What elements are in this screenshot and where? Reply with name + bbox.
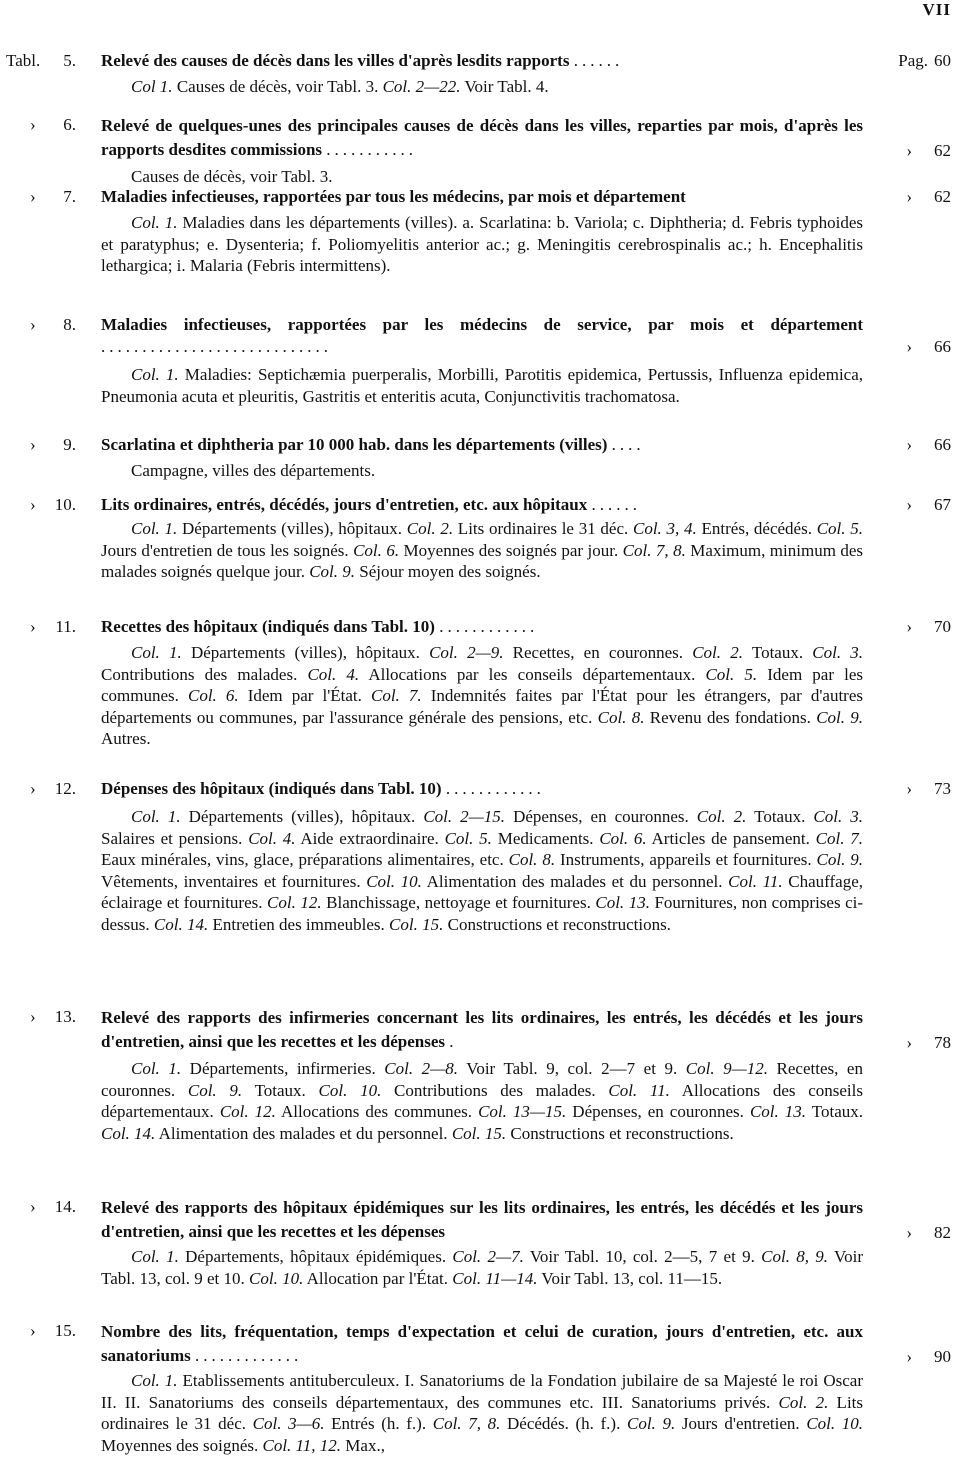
page-reference [906,140,951,162]
entry-title-text: Maladies infectieuses, rapportées par tous les médecins, par mois et département [101,187,686,206]
entry-title-text: Relevé des rapports des hôpitaux épidémiques sur les lits ordinaires, les entrés, les décédés et les jours d'entretien, ainsi que les recettes et les dépenses [101,1198,863,1241]
page-number: 60 [934,51,951,70]
ditto-mark: › [906,1033,912,1052]
page-number: 66 [934,337,951,356]
entry-title [101,50,863,72]
table-number: 14. [54,1197,76,1216]
leader-dots: ...... [573,51,624,70]
entry-title-text: Dépenses des hôpitaux (indiqués dans Tabl. 10) [101,779,442,798]
entry-description: Causes de décès, voir Tabl. 3. [131,167,333,186]
page-number: 67 [934,495,951,514]
table-number: 7. [63,187,76,206]
entry-title [101,186,863,208]
page-reference [906,494,951,516]
ditto-mark: › [30,435,36,454]
ditto-mark: › [906,495,912,514]
page-label: Pag. [898,51,928,70]
table-number: 8. [63,315,76,334]
ditto-mark: › [906,1223,912,1242]
ditto-mark: › [906,337,912,356]
table-number: 6. [63,115,76,134]
table-number: 10. [54,495,76,514]
page-number: 66 [934,435,951,454]
entry-description: Campagne, villes des départements. [131,461,376,480]
ditto-mark: › [906,141,912,160]
entry-description: Col. 1. Maladies: Septichæmia puerperalis, Morbilli, Parotitis epidemica, Pertussis, Influenza epidemica, Pneumonia acuta et pleuritis, Gastritis et enteritis acuta, Conjunctivitis trachomatosa. [101,365,864,406]
page-number: 62 [934,187,951,206]
ditto-mark: › [906,435,912,454]
page-number: 73 [934,779,951,798]
entry-title [101,616,863,638]
table-number: 9. [63,435,76,454]
entry-title [101,1320,863,1368]
entry-description: Col. 1. Maladies dans les départements (villes). a. Scarlatina: b. Variola; c. Diphtheria; d. Febris typhoides et paratyphus; e. Dysenteria; f. Poliomyelitis anterior ac.; g. Meningitis cerebrospinalis ac.; h. Encephalitis lethargica; i. Malaria (Febris intermittens). [101,213,863,276]
ditto-mark: › [30,495,36,514]
entry-title [101,114,863,162]
leader-dots: .... [611,435,645,454]
ditto-mark: › [30,315,36,334]
entry-title [101,1006,863,1054]
ditto-mark: › [30,617,36,636]
page-number: 78 [934,1033,951,1052]
leader-dots: ............ [439,617,539,636]
entry-description: Col. 1. Départements, hôpitaux épidémiques. Col. 2—7. Voir Tabl. 10, col. 2—5, 7 et 9. Col. 8, 9. Voir Tabl. 13, col. 9 et 10. Col. 10. Allocation par l'État. Col. 11—14. Voir Tabl. 13, col. 11—15. [101,1247,864,1288]
tabl-label: Tabl. [6,51,41,70]
page-reference [906,186,951,208]
table-number: 15. [54,1321,76,1340]
page-reference [906,778,951,800]
leader-dots: ............. [194,1346,303,1365]
entry-title-text: Recettes des hôpitaux (indiqués dans Tabl. 10) [101,617,435,636]
table-number: 11. [55,617,76,636]
entry-title-text: Relevé des rapports des infirmeries concernant les lits ordinaires, les entrés, les décédés et les jours d'entretien, ainsi que les recettes et les dépenses [101,1008,863,1051]
ditto-mark: › [30,1007,36,1026]
entry-title [101,434,863,456]
page-number: 90 [934,1347,951,1366]
table-number: 13. [54,1007,76,1026]
ditto-mark: › [30,1321,36,1340]
entry-title-text: Lits ordinaires, entrés, décédés, jours d'entretien, etc. aux hôpitaux [101,495,588,514]
leader-dots: ............................ [101,337,332,356]
page-reference [906,1032,951,1054]
entry-title [101,1196,863,1244]
leader-dots: ...... [591,495,641,514]
ditto-mark: › [906,187,912,206]
page-reference [906,336,951,358]
page-number: 70 [934,617,951,636]
ditto-mark: › [30,187,36,206]
entry-description: Col. 1. Départements (villes), hôpitaux. Col. 2—15. Dépenses, en couronnes. Col. 2. Totaux. Col. 3. Salaires et pensions. Col. 4. Aide extraordinaire. Col. 5. Medicaments. Col. 6. Articles de pansement. Col. 7. Eaux minérales, vins, glace, préparations alimentaires, etc. Col. 8. Instruments, appareils et fournitures. Col. 9. Vêtements, inventaires et fournitures. Col. 10. Alimentation des malades et du personnel. Col. 11. Chauffage, éclairage et fournitures. Col. 12. Blanchissage, nettoyage et fournitures. Col. 13. Fournitures, non comprises ci-dessus. Col. 14. Entretien des immeubles. Col. 15. Constructions et reconstructions. [101,807,864,934]
leader-dots: ........... [326,140,418,159]
entry-description: Col 1. Causes de décès, voir Tabl. 3. Col. 2—22. Voir Tabl. 4. [131,77,549,96]
ditto-mark: › [906,1347,912,1366]
entry-title-text: Relevé de quelques-unes des principales causes de décès dans les villes, reparties par mois, d'après les rapports desdites commissions [101,116,863,159]
page-reference [906,1222,951,1244]
page-reference [898,50,951,72]
leader-dots: . [449,1032,458,1051]
entry-description: Col. 1. Départements, infirmeries. Col. 2—8. Voir Tabl. 9, col. 2—7 et 9. Col. 9—12. Recettes, en couronnes. Col. 9. Totaux. Col. 10. Contributions des malades. Col. 11. Allocations des conseils départementaux. Col. 12. Allocations des communes. Col. 13—15. Dépenses, en couronnes. Col. 13. Totaux. Col. 14. Alimentation des malades et du personnel. Col. 15. Constructions et reconstructions. [101,1059,864,1143]
ditto-mark: › [906,779,912,798]
entry-description: Col. 1. Etablissements antituberculeux. I. Sanatoriums de la Fondation jubilaire de sa Majesté le roi Oscar II. II. Sanatoriums des conseils départementaux, des communes etc. III. Sanatoriums privés. Col. 2. Lits ordinaires le 31 déc. Col. 3—6. Entrés (h. f.). Col. 7, 8. Décédés. (h. f.). Col. 9. Jours d'entretien. Col. 10. Moyennes des soignés. Col. 11, 12. Max., [101,1371,864,1455]
entry-title [101,314,863,358]
page-number: 62 [934,141,951,160]
table-number: 12. [54,779,76,798]
entry-title-text: Nombre des lits, fréquentation, temps d'expectation et celui de curation, jours d'entretien, etc. aux sanatoriums [101,1322,863,1365]
entry-title [101,494,863,516]
entry-title-text: Scarlatina et diphtheria par 10 000 hab. dans les départements (villes) [101,435,608,454]
entry-description: Col. 1. Départements (villes), hôpitaux. Col. 2—9. Recettes, en couronnes. Col. 2. Totaux. Col. 3. Contributions des malades. Col. 4. Allocations par les conseils départementaux. Col. 5. Idem par les communes. Col. 6. Idem par l'État. Col. 7. Indemnités faites par l'État pour les étrangers, par d'autres départements ou communes, par l'assurance générale des pensions, etc. Col. 8. Revenu des fondations. Col. 9. Autres. [101,643,864,749]
page-reference [906,1346,951,1368]
ditto-mark: › [906,617,912,636]
table-number: 5. [63,51,76,70]
page-reference [906,616,951,638]
entry-description: Col. 1. Départements (villes), hôpitaux. Col. 2. Lits ordinaires le 31 déc. Col. 3, 4. Entrés, décédés. Col. 5. Jours d'entretien de tous les soignés. Col. 6. Moyennes des soignés par jour. Col. 7, 8. Maximum, minimum des malades soignés quelque jour. Col. 9. Séjour moyen des soignés. [101,519,864,582]
ditto-mark: › [30,115,36,134]
entry-title [101,778,863,800]
ditto-mark: › [30,779,36,798]
ditto-mark: › [30,1197,36,1216]
running-page-number: VII [922,0,951,19]
entry-title-text: Maladies infectieuses, rapportées par les médecins de service, par mois et département [101,315,863,334]
page-number: 82 [934,1223,951,1242]
entry-title-text: Relevé des causes de décès dans les villes d'après lesdits rapports [101,51,570,70]
page-reference [906,434,951,456]
leader-dots: ............ [445,779,545,798]
